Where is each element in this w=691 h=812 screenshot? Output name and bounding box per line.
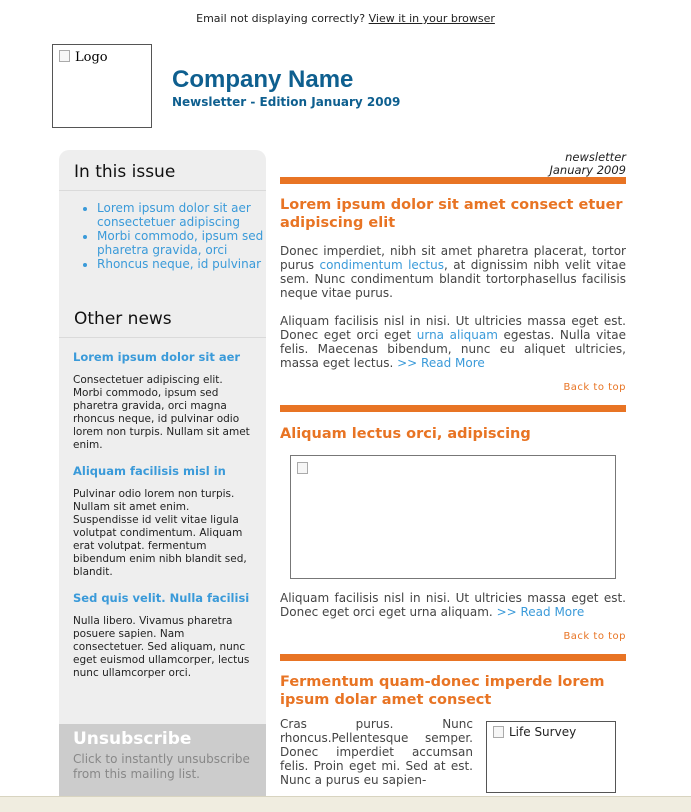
other-news-title[interactable]: Sed quis velit. Nulla facilisi <box>73 591 250 605</box>
section-divider <box>280 177 626 184</box>
article-body-split <box>280 711 626 787</box>
back-to-top-link[interactable]: Back to top <box>563 382 626 393</box>
article-paragraph: Donec imperdiet, nibh sit amet pharetra placerat, tortor purus condimentum lectus, at dignissim nibh velit vitae sem. Nunc condimentum blandit tortorphasellus facilisis neque vitae purus. <box>280 244 626 300</box>
other-news-item <box>59 464 266 579</box>
other-news-title[interactable]: Aliquam facilisis misl in <box>73 464 226 478</box>
logo-alt-text: Logo <box>75 50 108 65</box>
broken-image-icon <box>59 50 70 62</box>
other-news-item <box>59 350 266 452</box>
logo-image <box>52 44 152 128</box>
newsletter-edition: Newsletter - Edition January 2009 <box>172 95 401 109</box>
main-content <box>280 150 626 787</box>
other-news-text: Nulla libero. Vivamus pharetra posuere sapien. Nam consectetuer. Sed aliquam, nunc eget euismod ullamcorper, lectus nunc ullamcorper orci. <box>73 615 250 679</box>
other-news-item <box>59 591 266 680</box>
unsubscribe-text: Click to instantly unsubscribe from this mailing list. <box>73 752 250 781</box>
other-news-text: Pulvinar odio lorem non turpis. Nullam sit amet enim. Suspendisse id velit vitae ligula volutpat condimentum. Aliquam erat volutpat. fermentum bibendum enim nibh blandit sed, blandit. <box>73 488 247 578</box>
other-news-text: Consectetuer adipiscing elit. Morbi commodo, ipsum sed pharetra gravida, orci magna rhoncus neque, id pulvinar odio lorem non turpis. Nullam sit amet enim. <box>73 374 250 451</box>
browser-notice <box>0 12 691 25</box>
issue-meta <box>280 151 626 177</box>
back-to-top-link[interactable]: Back to top <box>563 631 626 642</box>
meta-date: January 2009 <box>549 163 626 177</box>
article-title: Fermentum quam-donec imperde lorem ipsum dolar amet consect <box>280 674 605 708</box>
issue-link-2[interactable]: • Morbi commodo, ipsum sed pharetra gravida, orci <box>97 229 266 257</box>
section-divider <box>280 405 626 412</box>
issue-link-1[interactable]: • Lorem ipsum dolor sit aer consectetuer adipiscing <box>97 201 266 229</box>
broken-image-icon <box>297 462 308 474</box>
issue-link-3[interactable]: • Rhoncus neque, id pulvinar <box>97 257 266 271</box>
read-more-link[interactable]: >> Read More <box>496 605 585 619</box>
other-news-title[interactable]: Lorem ipsum dolor sit aer <box>73 350 241 364</box>
other-news-heading: Other news <box>59 297 266 338</box>
article-image <box>290 455 616 579</box>
article-paragraph: Aliquam facilisis nisl in nisi. Ut ultricies massa eget est. Donec eget orci eget urna aliquam. >> Read More <box>280 591 626 619</box>
article-paragraph: Aliquam facilisis nisl in nisi. Ut ultricies massa eget est. Donec eget orci eget urna aliquam egestas. Nulla vitae felis. Maecenas bibendum, nunc eu aliquet ultricies, massa eget lectus. >> Read More <box>280 314 626 370</box>
view-in-browser-link[interactable]: View it in your browser <box>368 12 495 25</box>
section-divider <box>280 654 626 661</box>
browser-notice-text: Email not displaying correctly? <box>196 12 366 25</box>
read-more-link[interactable]: >> Read More <box>397 356 485 370</box>
article-paragraph: Cras purus. Nunc rhoncus.Pellentesque semper. Donec imperdiet accumsan felis. Proin eget mi. Sed at est. Nunc a purus eu sapien- <box>280 717 473 787</box>
in-this-issue-heading: In this issue <box>59 150 266 191</box>
unsubscribe-title[interactable]: Unsubscribe <box>73 729 192 749</box>
article-title: Aliquam lectus orci, adipiscing <box>280 426 531 442</box>
issue-list <box>59 201 266 271</box>
broken-image-icon <box>493 726 504 738</box>
survey-image[interactable] <box>486 721 616 793</box>
urna-aliquam-link[interactable]: urna aliquam <box>416 328 498 342</box>
sidebar <box>59 150 266 811</box>
condimentum-link[interactable]: condimentum lectus <box>319 258 444 272</box>
article-title: Lorem ipsum dolor sit amet consect etuer adipiscing elit <box>280 197 623 231</box>
company-name: Company Name <box>172 66 354 93</box>
meta-newsletter: newsletter <box>565 150 626 164</box>
survey-label: Life Survey <box>509 725 577 739</box>
window-status-strip <box>0 796 691 812</box>
